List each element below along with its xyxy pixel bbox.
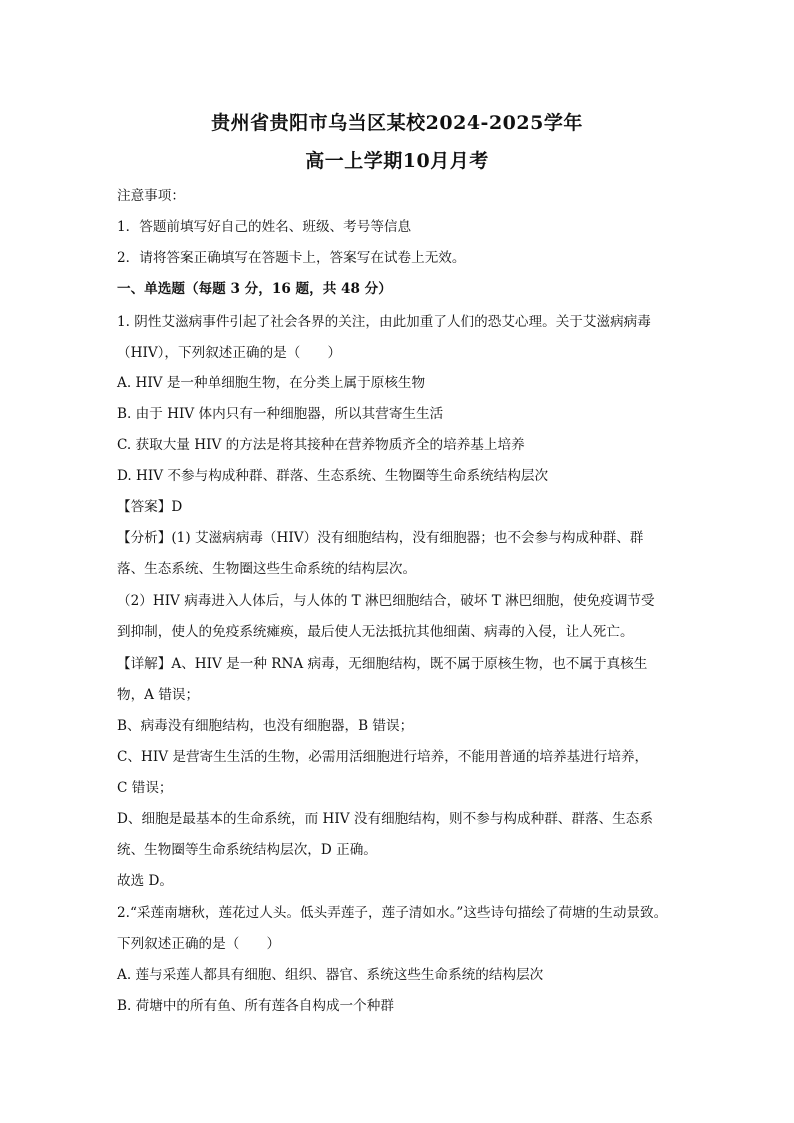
q1-option-a: A. HIV 是一种单细胞生物，在分类上属于原核生物: [117, 375, 426, 391]
q1-answer: 【答案】D: [117, 499, 183, 515]
notice-item-1: 1．答题前填写好自己的姓名、班级、考号等信息: [117, 219, 412, 235]
q1-analysis-line3: （2）HIV 病毒进入人体后，与人体的 T 淋巴细胞结合，破坏 T 淋巴细胞，使免疫调节受: [117, 593, 655, 609]
q1-analysis-line4: 到抑制，使人的免疫系统瘫痪，最后使人无法抵抗其他细菌、病毒的入侵，让人死亡。: [117, 624, 634, 640]
q1-analysis-line2: 落、生态系统、生物圈这些生命系统的结构层次。: [117, 561, 417, 577]
q1-option-b: B. 由于 HIV 体内只有一种细胞器，所以其营寄生生活: [117, 406, 444, 422]
q2-stem-line2: 下列叙述正确的是（ ）: [117, 936, 281, 952]
q1-detail-line3: B、病毒没有细胞结构，也没有细胞器，B 错误；: [117, 718, 414, 734]
q1-analysis-line1: 【分析】(1) 艾滋病病毒（HIV）没有细胞结构，没有细胞器；也不会参与构成种群、群: [117, 530, 644, 546]
q1-detail-line7: 统、生物圈等生命系统结构层次，D 正确。: [117, 842, 377, 858]
q1-detail-line6: D、细胞是最基本的生命系统，而 HIV 没有细胞结构，则不参与构成种群、群落、生态系: [117, 811, 653, 827]
notice-heading: 注意事项：: [117, 188, 185, 204]
q1-stem-line1: 1. 阴性艾滋病事件引起了社会各界的关注，由此加重了人们的恐艾心理。关于艾滋病病毒: [117, 314, 651, 330]
q1-option-d: D. HIV 不参与构成种群、群落、生态系统、生物圈等生命系统结构层次: [117, 468, 549, 484]
q2-stem-line1: 2.“采莲南塘秋，莲花过人头。低头弄莲子，莲子清如水。”这些诗句描绘了荷塘的生动景致。: [117, 905, 668, 921]
q1-option-c: C. 获取大量 HIV 的方法是将其接种在营养物质齐全的培养基上培养: [117, 437, 525, 453]
q1-stem-line2: （HIV），下列叙述正确的是（ ）: [117, 345, 342, 361]
exam-title-line1: 贵州省贵阳市乌当区某校2024-2025学年: [211, 112, 583, 134]
q1-conclusion: 故选 D。: [117, 873, 174, 889]
q2-option-a: A. 莲与采莲人都具有细胞、组织、器官、系统这些生命系统的结构层次: [117, 967, 544, 983]
q2-option-b: B. 荷塘中的所有鱼、所有莲各自构成一个种群: [117, 998, 394, 1014]
q1-detail-line4: C、HIV 是营寄生生活的生物，必需用活细胞进行培养，不能用普通的培养基进行培养，: [117, 749, 649, 765]
section-heading: 一、单选题（每题 3 分，16 题，共 48 分）: [117, 281, 392, 297]
q1-detail-line1: 【详解】A、HIV 是一种 RNA 病毒，无细胞结构，既不属于原核生物，也不属于真核生: [117, 656, 648, 672]
exam-title-line2: 高一上学期10月月考: [305, 150, 489, 172]
q1-detail-line5: C 错误；: [117, 780, 173, 796]
notice-item-2: 2．请将答案正确填写在答题卡上，答案写在试卷上无效。: [117, 250, 466, 266]
q1-detail-line2: 物，A 错误；: [117, 687, 200, 703]
